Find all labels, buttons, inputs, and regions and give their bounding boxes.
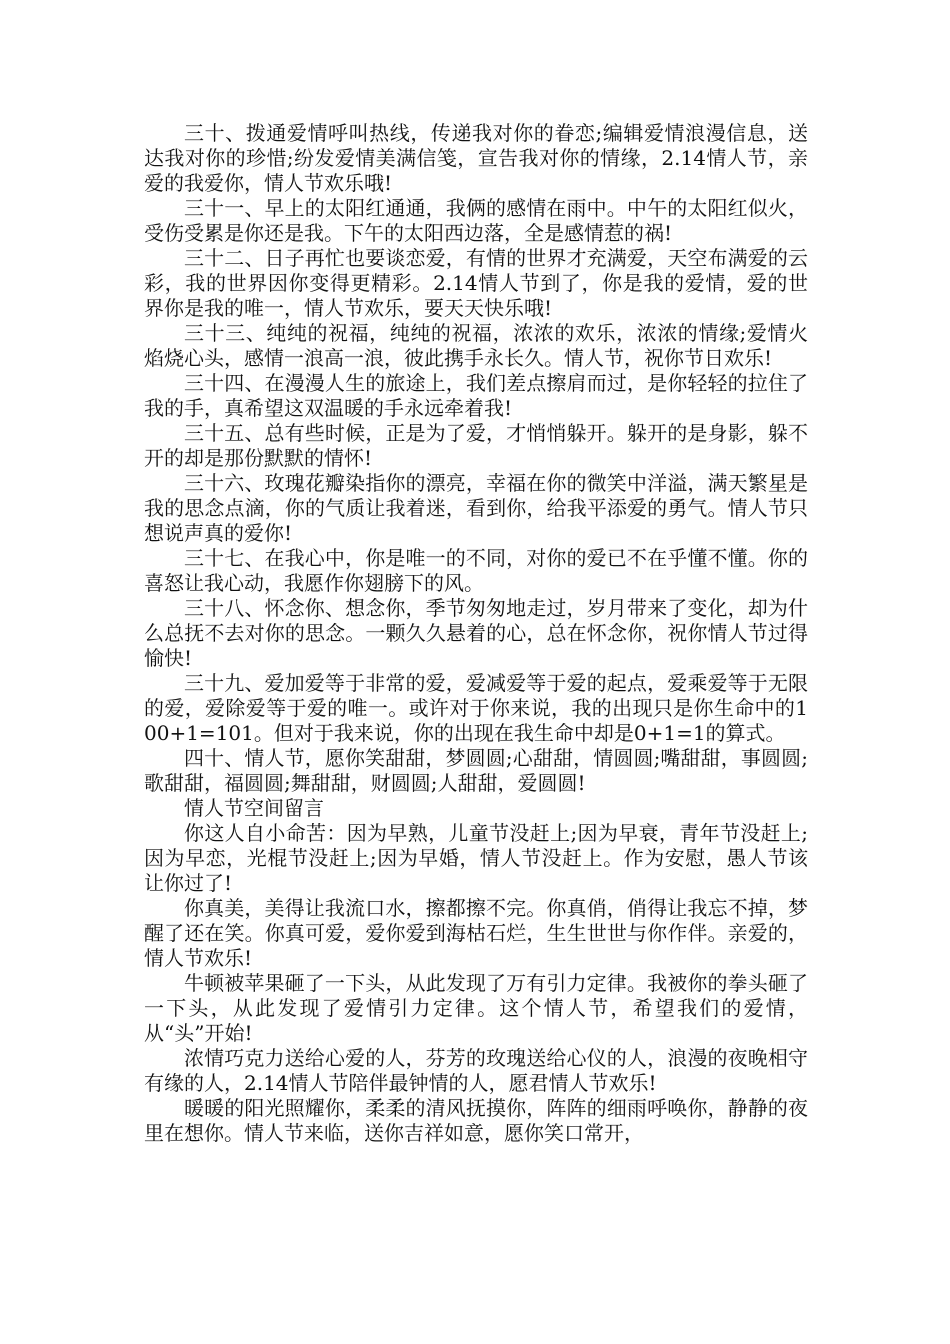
paragraph-35: 三十五、总有些时候，正是为了爱，才悄悄躲开。躲开的是身影，躲不开的却是那份默默的情怀! xyxy=(144,421,808,470)
document-body xyxy=(144,121,808,1146)
paragraph-40: 四十、情人节，愿你笑甜甜，梦圆圆;心甜甜，情圆圆;嘴甜甜，事圆圆;歌甜甜，福圆圆;舞甜甜，财圆圆;人甜甜，爱圆圆! xyxy=(144,746,808,795)
message-paragraph: 牛顿被苹果砸了一下头，从此发现了万有引力定律。我被你的拳头砸了一下头，从此发现了爱情引力定律。这个情人节，希望我们的爱情，从“头”开始! xyxy=(144,971,808,1045)
message-paragraph: 暖暖的阳光照耀你，柔柔的清风抚摸你，阵阵的细雨呼唤你，静静的夜里在想你。情人节来临，送你吉祥如意，愿你笑口常开， xyxy=(144,1096,808,1145)
message-paragraph: 你这人自小命苦：因为早熟，儿童节没赶上;因为早衰，青年节没赶上;因为早恋，光棍节没赶上;因为早婚，情人节没赶上。作为安慰，愚人节该让你过了! xyxy=(144,821,808,895)
paragraph-39: 三十九、爱加爱等于非常的爱，爱减爱等于爱的起点，爱乘爱等于无限的爱，爱除爱等于爱的唯一。或许对于你来说，我的出现只是你生命中的100+1=101。但对于我来说，你的出现在我生命中却是0+1=1的算式。 xyxy=(144,671,808,745)
paragraph-36: 三十六、玫瑰花瓣染指你的漂亮，幸福在你的微笑中洋溢，满天繁星是我的思念点滴，你的气质让我着迷，看到你，给我平添爱的勇气。情人节只想说声真的爱你! xyxy=(144,471,808,545)
paragraph-32: 三十二、日子再忙也要谈恋爱，有情的世界才充满爱，天空布满爱的云彩，我的世界因你变得更精彩。2.14情人节到了，你是我的爱情，爱的世界你是我的唯一，情人节欢乐，要天天快乐哦! xyxy=(144,246,808,320)
paragraph-34: 三十四、在漫漫人生的旅途上，我们差点擦肩而过，是你轻轻的拉住了我的手，真希望这双温暖的手永远牵着我! xyxy=(144,371,808,420)
paragraph-38: 三十八、怀念你、想念你，季节匆匆地走过，岁月带来了变化，却为什么总抚不去对你的思念。一颗久久悬着的心，总在怀念你，祝你情人节过得愉快! xyxy=(144,596,808,670)
paragraph-37: 三十七、在我心中，你是唯一的不同，对你的爱已不在乎懂不懂。你的喜怒让我心动，我愿作你翅膀下的风。 xyxy=(144,546,808,595)
message-paragraph: 你真美，美得让我流口水，擦都擦不完。你真俏，俏得让我忘不掉，梦醒了还在笑。你真可爱，爱你爱到海枯石烂，生生世世与你作伴。亲爱的，情人节欢乐! xyxy=(144,896,808,970)
paragraph-30: 三十、拨通爱情呼叫热线，传递我对你的眷恋;编辑爱情浪漫信息，送达我对你的珍惜;纷发爱情美满信笺，宣告我对你的情缘，2.14情人节，亲爱的我爱你，情人节欢乐哦! xyxy=(144,121,808,195)
paragraph-33: 三十三、纯纯的祝福，纯纯的祝福，浓浓的欢乐，浓浓的情缘;爱情火焰烧心头，感情一浪高一浪，彼此携手永长久。情人节，祝你节日欢乐! xyxy=(144,321,808,370)
section-heading: 情人节空间留言 xyxy=(184,796,324,820)
paragraph-31: 三十一、早上的太阳红通通，我俩的感情在雨中。中午的太阳红似火，受伤受累是你还是我。下午的太阳西边落，全是感情惹的祸! xyxy=(144,196,808,245)
message-paragraph: 浓情巧克力送给心爱的人，芬芳的玫瑰送给心仪的人，浪漫的夜晚相守有缘的人，2.14情人节陪伴最钟情的人，愿君情人节欢乐! xyxy=(144,1046,808,1095)
